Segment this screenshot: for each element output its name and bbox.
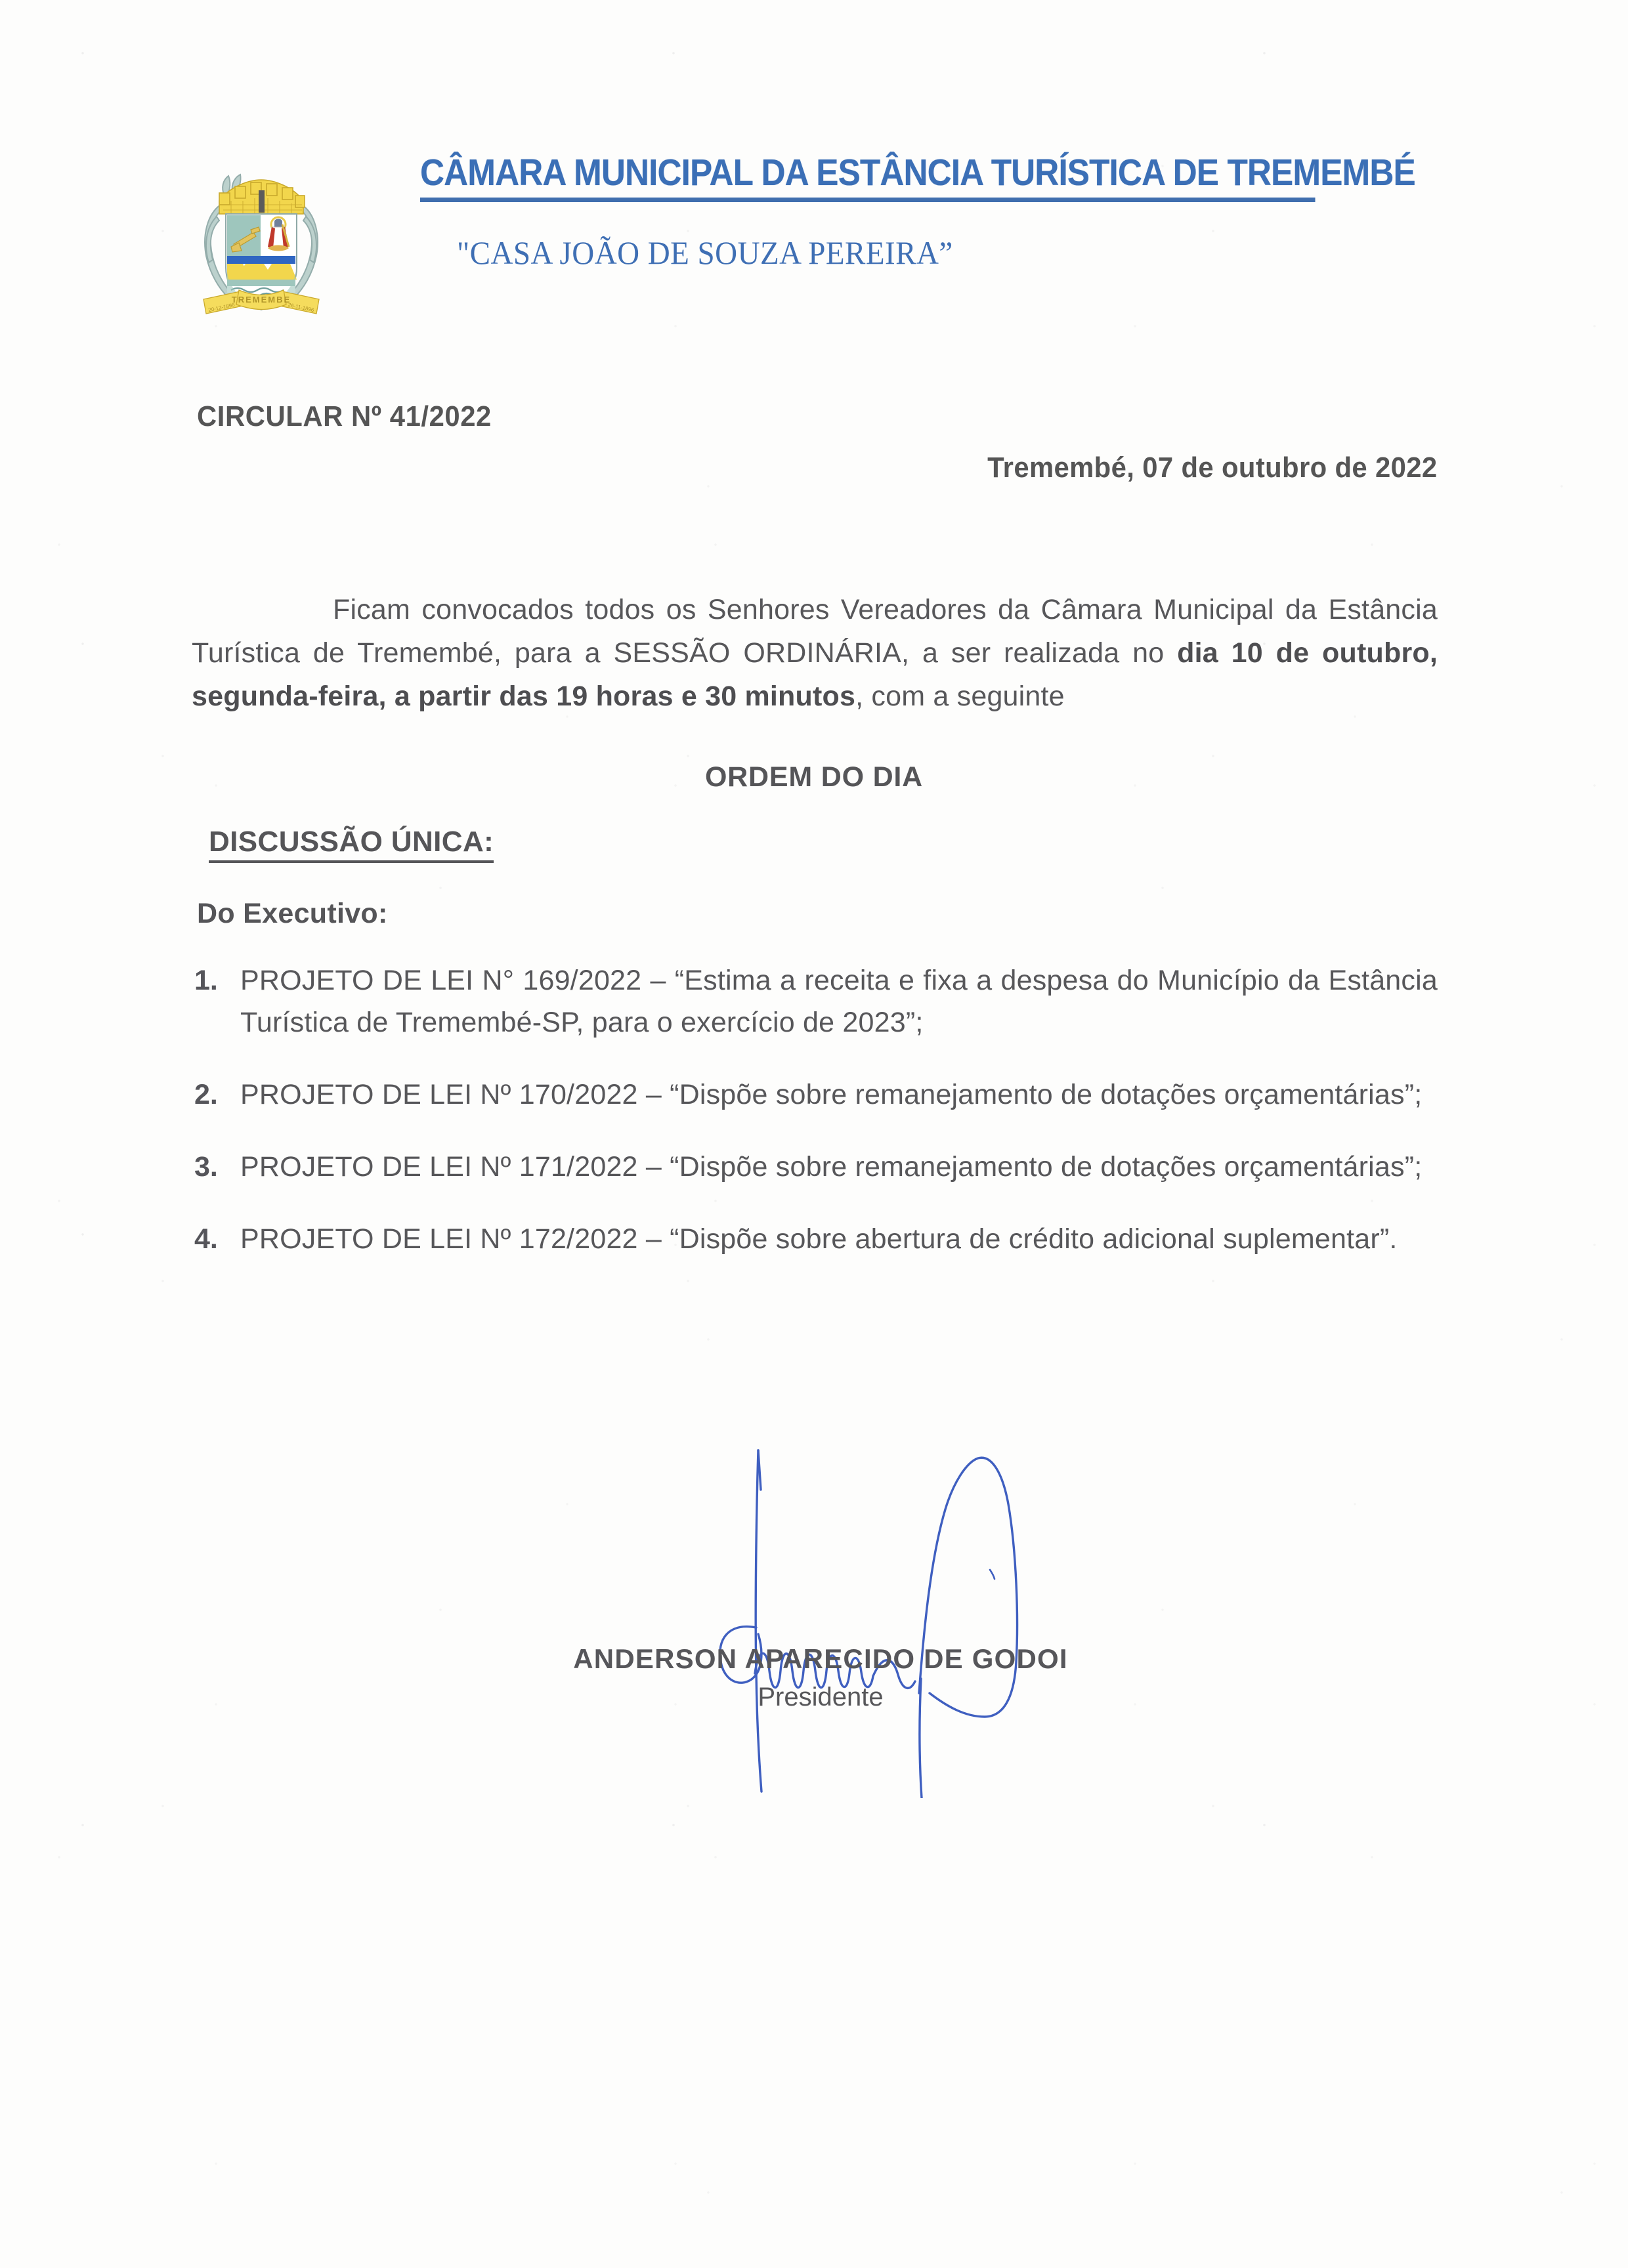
svg-text:20-12-1896: 20-12-1896 — [207, 301, 236, 314]
agenda-item-text: PROJETO DE LEI Nº 170/2022 – “Dispõe sobre remanejamento de dotações orçamentárias”; — [240, 1079, 1423, 1110]
agenda-item-number: 4. — [194, 1223, 218, 1255]
signature-scribble-icon — [460, 1365, 1182, 1798]
svg-text:26-11-1896: 26-11-1896 — [287, 301, 315, 314]
intro-text-part1: Ficam convocados todos os Senhores Vereadores da Câmara Municipal da Estância Turística de Tremembé, para a SESSÃO ORDINÁRIA, a ser realizada no — [192, 594, 1438, 669]
agenda-item — [192, 1074, 1438, 1116]
agenda-item — [192, 959, 1438, 1043]
organization-subtitle: "CASA JOÃO DE SOUZA PEREIRA” — [457, 234, 953, 271]
signature-block — [460, 1365, 1182, 1798]
intro-session-details: dia 10 de outubro, segunda-feira, a partir das 19 horas e 30 minutos — [192, 637, 1438, 712]
convocation-paragraph — [192, 588, 1438, 718]
agenda-item — [192, 1218, 1438, 1260]
signatory-name: ANDERSON APARECIDO DE GODOI — [573, 1643, 1068, 1674]
discussao-unica-heading: DISCUSSÃO ÚNICA: — [209, 826, 494, 863]
ordem-do-dia-heading: ORDEM DO DIA — [704, 761, 924, 793]
agenda-item-number: 1. — [194, 965, 218, 996]
circular-number: CIRCULAR Nº 41/2022 — [197, 400, 492, 432]
intro-text-part2: , com a seguinte — [855, 681, 1065, 712]
letterhead-text — [420, 152, 1424, 272]
agenda-item-number: 3. — [194, 1151, 218, 1183]
header-divider-rule — [420, 198, 1316, 202]
agenda-item — [192, 1146, 1438, 1188]
svg-text:TREMEMBE: TREMEMBE — [231, 295, 291, 304]
agenda-items-list — [192, 959, 1438, 1290]
agenda-item-text: PROJETO DE LEI Nº 172/2022 – “Dispõe sobre abertura de crédito adicional suplementar”. — [240, 1223, 1398, 1255]
coat-of-arms-icon — [190, 164, 332, 328]
do-executivo-heading: Do Executivo: — [197, 898, 388, 929]
agenda-item-text: PROJETO DE LEI N° 169/2022 – “Estima a receita e fixa a despesa do Município da Estância Turística de Tremembé-SP, para o exercício de 2023”; — [240, 965, 1438, 1038]
agenda-item-number: 2. — [194, 1079, 218, 1110]
signatory-role: Presidente — [758, 1683, 884, 1712]
document-date: Tremembé, 07 de outubro de 2022 — [987, 452, 1438, 484]
letterhead — [190, 152, 1438, 336]
agenda-item-text: PROJETO DE LEI Nº 171/2022 – “Dispõe sobre remanejamento de dotações orçamentárias”; — [240, 1151, 1423, 1183]
organization-title: CÂMARA MUNICIPAL DA ESTÂNCIA TURÍSTICA DE TREMEMBÉ — [420, 152, 1415, 194]
